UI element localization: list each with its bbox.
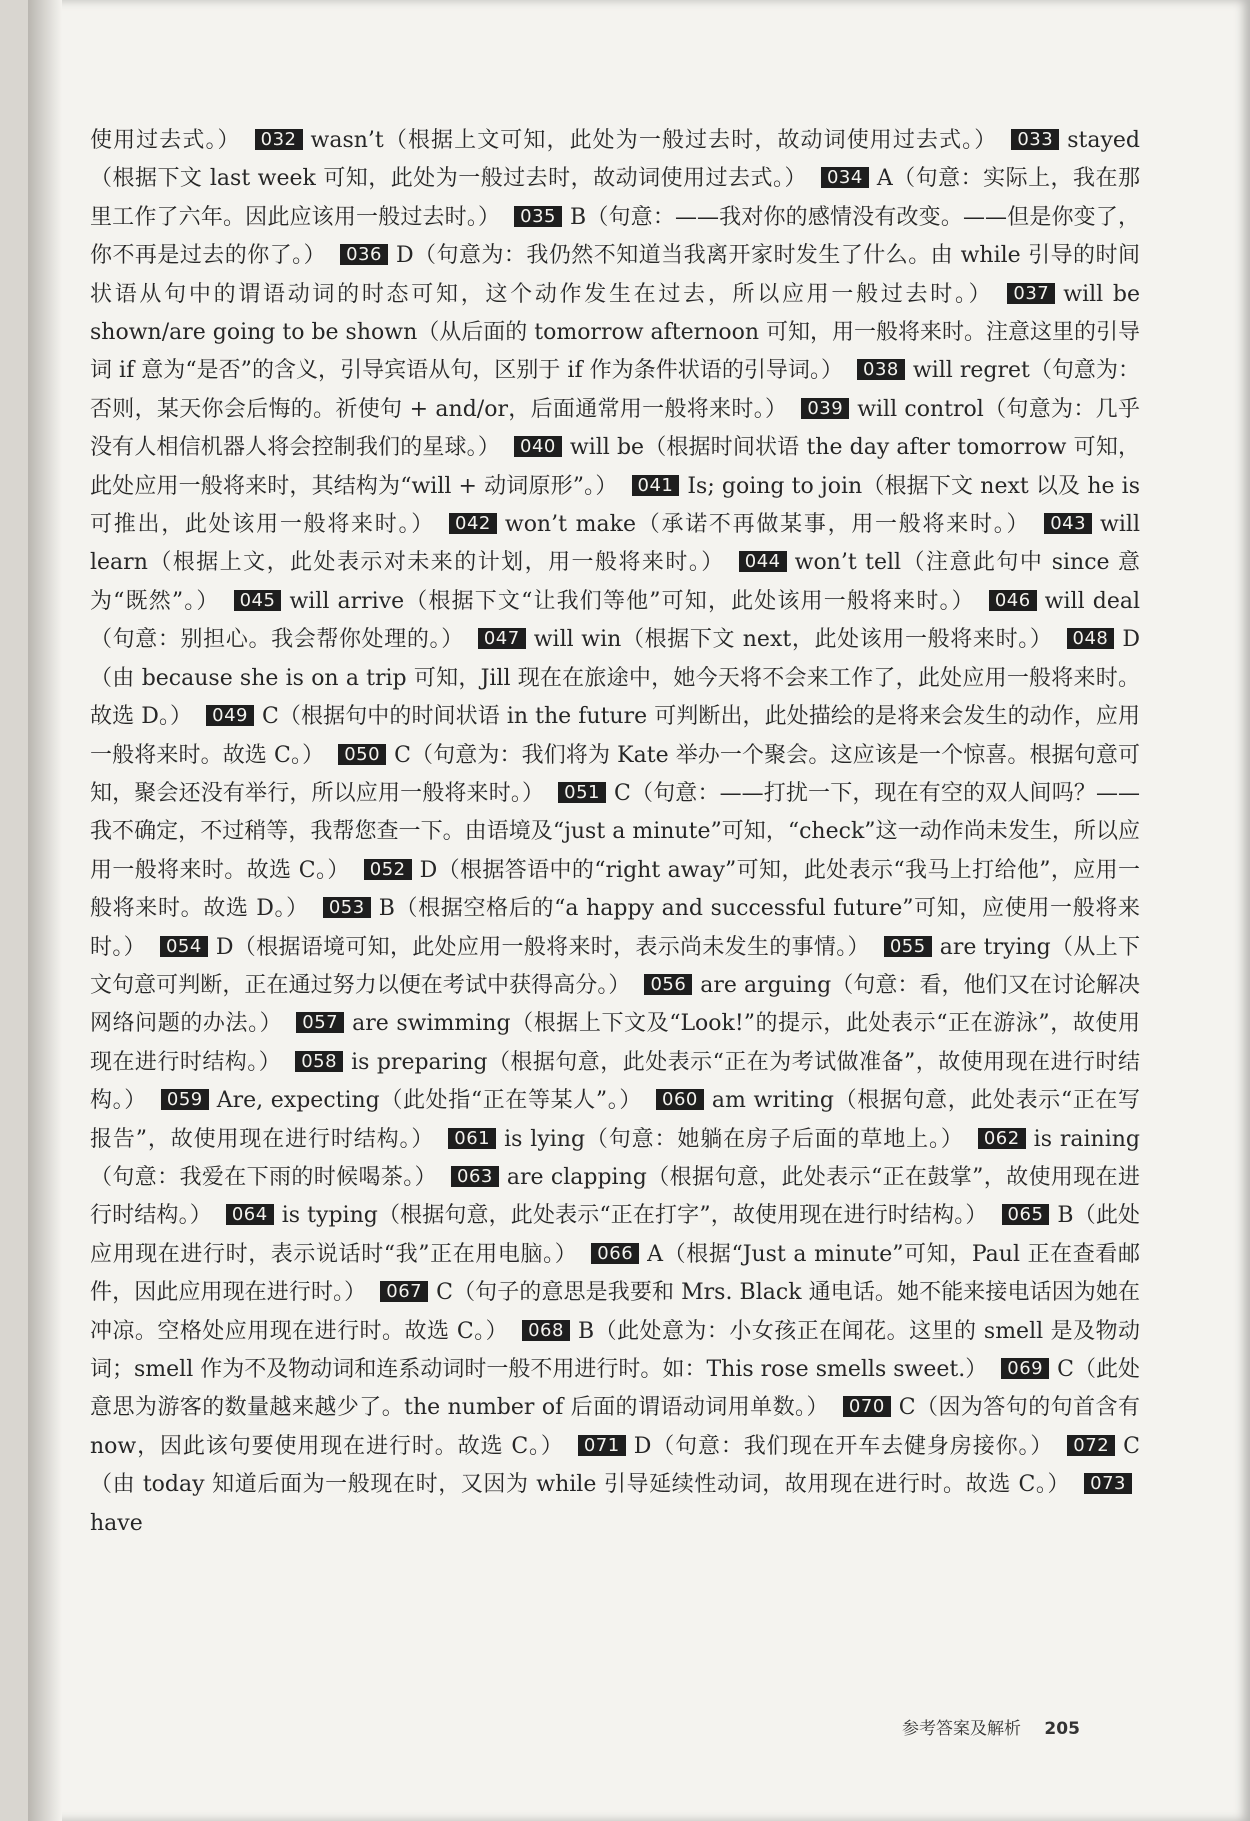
answer-explanation: is preparing（根据句意，此处表示“正在为考试做准备”，故使用现在进行时结构。） — [90, 1049, 1140, 1114]
question-number-badge: 072 — [1067, 1435, 1115, 1456]
question-number-badge: 060 — [656, 1089, 704, 1110]
answer-explanation: will regret（句意为：否则，某天你会后悔的。祈使句 + and/or，后面通常用一般将来时。） — [90, 358, 1140, 422]
question-number-badge: 066 — [591, 1243, 639, 1264]
answer-explanation: C（因为答句的句首含有 now，因此该句要使用现在进行时。故选 C。） — [90, 1395, 1140, 1459]
question-number-badge: 033 — [1011, 129, 1059, 150]
question-number-badge: 035 — [514, 206, 562, 227]
question-number-badge: 068 — [522, 1320, 570, 1341]
answer-entry — [226, 1203, 988, 1228]
answer-entry — [160, 935, 870, 960]
question-number-badge: 065 — [1002, 1204, 1050, 1225]
answer-explanation: D（句意为：我仍然不知道当我离开家时发生了什么。由 while 引导的时间状语从句中的谓语动词的时态可知，这个动作发生在过去，所以应用一般过去时。） — [90, 243, 1140, 307]
question-number-badge: 054 — [160, 936, 208, 957]
answer-explanation: are trying（从上下文句意可判断，正在通过努力以便在考试中获得高分。） — [90, 934, 1140, 998]
answer-explanation: D（句意：我们现在开车去健身房接你。） — [633, 1433, 1054, 1459]
question-number-badge: 069 — [1001, 1358, 1049, 1379]
question-number-badge: 046 — [989, 590, 1037, 611]
answer-explanation: won’t make（承诺不再做某事，用一般将来时。） — [504, 512, 1031, 538]
question-number-badge: 041 — [632, 475, 680, 496]
answer-explanation: is raining（句意：我爱在下雨的时候喝茶。） — [90, 1126, 1140, 1190]
question-number-badge: 049 — [206, 705, 254, 726]
answer-explanation: will arrive（根据下文“让我们等他”可知，此处该用一般将来时。） — [289, 588, 975, 614]
question-number-badge: 044 — [739, 551, 787, 572]
answer-entry — [449, 512, 1030, 537]
question-number-badge: 040 — [514, 436, 562, 457]
answer-entry — [448, 1127, 964, 1152]
question-number-badge: 058 — [295, 1051, 343, 1072]
answer-explanation: am writing（根据句意，此处表示“正在写报告”，故使用现在进行时结构。） — [90, 1088, 1141, 1152]
answer-explanation: stayed（根据下文 last week 可知，此处为一般过去时，故动词使用过去式。） — [90, 128, 1140, 192]
answer-entry — [161, 1088, 642, 1113]
answer-explanation: D（根据答语中的“right away”可知，此处表示“我马上打给他”，应用一般将来时。故选 D。） — [90, 857, 1141, 922]
answer-explanation: have — [90, 1510, 143, 1536]
question-number-badge: 051 — [558, 782, 606, 803]
question-number-badge: 055 — [884, 936, 932, 957]
answer-explanation: will deal（句意：别担心。我会帮你处理的。） — [90, 588, 1141, 653]
question-number-badge: 038 — [857, 359, 905, 380]
answer-entry — [234, 589, 975, 614]
answer-explanation: will be（根据时间状语 the day after tomorrow 可知，此处应用一般将来时，其结构为“will + 动词原形”。） — [90, 435, 1140, 499]
answer-explanation: C（句意为：我们将为 Kate 举办一个聚会。这应该是一个惊喜。根据句意可知，聚会还没有举行，所以应用一般将来时。） — [90, 742, 1141, 806]
answer-explanation: C（句子的意思是我要和 Mrs. Black 通电话。她不能来接电话因为她在冲凉。空格处应用现在进行时。故选 C。） — [90, 1280, 1140, 1344]
answer-entry — [478, 627, 1053, 652]
question-number-badge: 070 — [843, 1396, 891, 1417]
question-number-badge: 063 — [451, 1166, 499, 1187]
footer-section-title: 参考答案及解析 — [902, 1719, 1021, 1739]
answer-explanation: will be shown/are going to be shown（从后面的 tomorrow afternoon 可知，用一般将来时。注意这里的引导词 if 意为“是否”的含义，引导宾语从句，区别于 if 作为条件状语的引导词。） — [90, 281, 1140, 384]
answer-explanation: A（句意：实际上，我在那里工作了六年。因此应该用一般过去时。） — [90, 166, 1141, 230]
answer-explanation: Are, expecting（此处指“正在等某人”。） — [216, 1088, 643, 1114]
question-number-badge: 042 — [449, 513, 497, 534]
answer-explanation: C（根据句中的时间状语 in the future 可判断出，此处描绘的是将来会发生的动作，应用一般将来时。故选 C。） — [90, 704, 1140, 768]
question-number-badge: 067 — [380, 1281, 428, 1302]
answer-explanation: B（句意：——我对你的感情没有改变。——但是你变了，你不再是过去的你了。） — [90, 204, 1140, 269]
question-number-badge: 073 — [1084, 1473, 1132, 1494]
answer-explanation: will control（句意为：几乎没有人相信机器人将会控制我们的星球。） — [90, 396, 1140, 461]
question-number-badge: 057 — [296, 1012, 344, 1033]
answer-explanation: will win（根据下文 next，此处该用一般将来时。） — [533, 627, 1053, 653]
page-footer — [902, 1714, 1080, 1739]
question-number-badge: 048 — [1067, 628, 1115, 649]
intro-text: 使用过去式。） — [90, 128, 241, 153]
answer-explanation: B（根据空格后的“a happy and successful future”可知，应使用一般将来时。） — [90, 896, 1141, 960]
answer-explanation: C（由 today 知道后面为一般现在时，又因为 while 引导延续性动词，故用现在进行时。故选 C。） — [90, 1433, 1140, 1498]
answer-explanation: won’t tell（注意此句中 since 意为“既然”。） — [90, 550, 1141, 614]
question-number-badge: 045 — [234, 590, 282, 611]
answer-entry — [578, 1434, 1053, 1459]
answer-explanation: wasn’t（根据上文可知，此处为一般过去时，故动词使用过去式。） — [310, 128, 998, 153]
question-number-badge: 050 — [338, 744, 386, 765]
question-number-badge: 047 — [478, 628, 526, 649]
question-number-badge: 034 — [821, 167, 869, 188]
answer-explanation: C（句意：——打扰一下，现在有空的双人间吗？——我不确定，不过稍等，我帮您查一下。由语境及“just a minute”可知，“check”这一动作尚未发生，所以应用一般将来时。故选 C。） — [90, 780, 1140, 883]
answer-explanation: is lying（句意：她躺在房子后面的草地上。） — [504, 1126, 964, 1152]
question-number-badge: 061 — [448, 1128, 496, 1149]
question-number-badge: 037 — [1007, 283, 1055, 304]
answer-page — [28, 0, 1250, 1821]
answer-explanation: D（由 because she is on a trip 可知，Jill 现在在旅途中，她今天将不会来工作了，此处应用一般将来时。故选 D。） — [90, 627, 1140, 730]
question-number-badge: 056 — [644, 974, 692, 995]
answer-explanation: is typing（根据句意，此处表示“正在打字”，故使用现在进行时结构。） — [281, 1203, 988, 1229]
question-number-badge: 039 — [801, 398, 849, 419]
question-number-badge: 062 — [978, 1128, 1026, 1149]
answer-explanation: B（此处意为：小女孩正在闻花。这里的 smell 是及物动词；smell 作为不及物动词和连系动词时一般不用进行时。如：This rose smells sweet.） — [90, 1318, 1140, 1382]
answer-explanation: B（此处应用现在进行时，表示说话时“我”正在用电脑。） — [90, 1203, 1140, 1267]
question-number-badge: 043 — [1044, 513, 1092, 534]
question-number-badge: 064 — [226, 1204, 274, 1225]
answer-explanation: Is; going to join（根据下文 next 以及 he is 可推出，此处该用一般将来时。） — [90, 473, 1140, 538]
question-number-badge: 059 — [161, 1089, 209, 1110]
answer-explanation: D（根据语境可知，此处应用一般将来时，表示尚未发生的事情。） — [215, 934, 870, 960]
answer-explanation: will learn（根据上文，此处表示对未来的计划，用一般将来时。） — [90, 512, 1140, 576]
answer-explanation: C（此处意思为游客的数量越来越少了。the number of 后面的谓语动词用单数。） — [90, 1357, 1140, 1421]
question-number-badge: 032 — [255, 129, 303, 150]
answer-explanation: are arguing（句意：看，他们又在讨论解决网络问题的办法。） — [90, 972, 1140, 1037]
answer-text-block — [90, 122, 1140, 1543]
question-number-badge: 036 — [340, 244, 388, 265]
answer-entry — [255, 128, 998, 153]
question-number-badge: 053 — [323, 897, 371, 918]
answer-explanation: A（根据“Just a minute”可知，Paul 正在查看邮件，因此应用现在进行时。） — [90, 1241, 1140, 1306]
page-number: 205 — [1044, 1719, 1080, 1739]
question-number-badge: 052 — [364, 859, 412, 880]
answer-explanation: are clapping（根据句意，此处表示“正在鼓掌”，故使用现在进行时结构。） — [90, 1164, 1140, 1229]
answer-explanation: are swimming（根据上下文及“Look!”的提示，此处表示“正在游泳”，故使用现在进行时结构。） — [90, 1011, 1140, 1075]
question-number-badge: 071 — [578, 1435, 626, 1456]
